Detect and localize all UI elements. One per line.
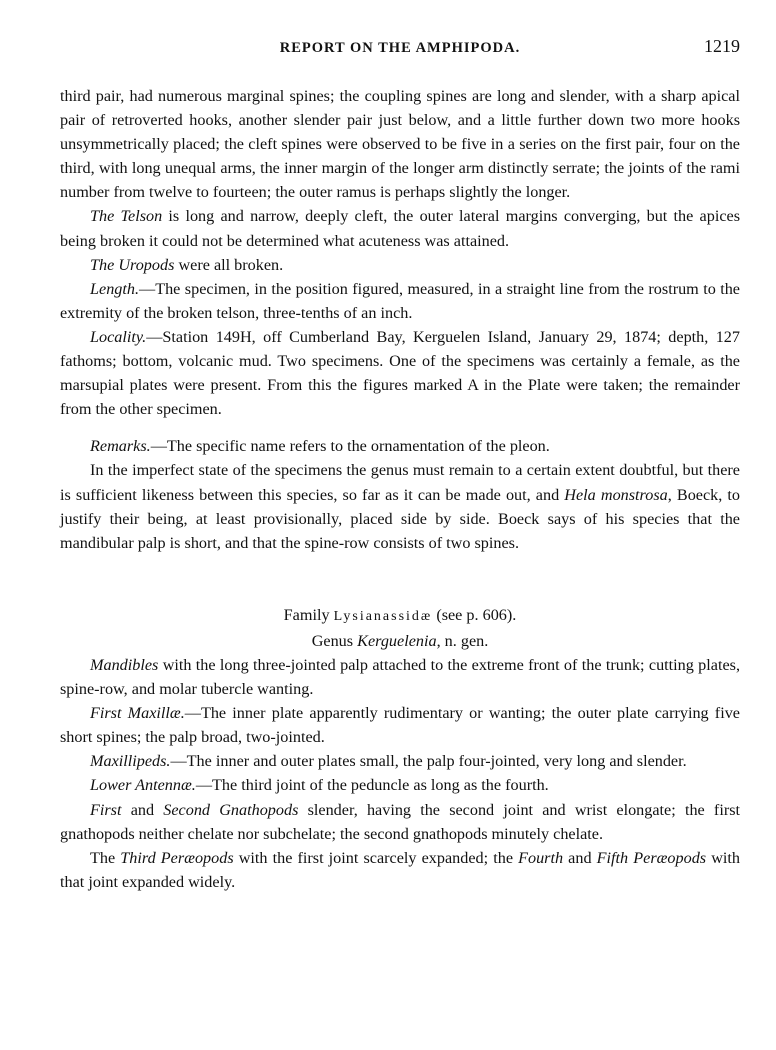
lower-antennae-label: Lower Antennæ. [90, 776, 196, 795]
paragraph-maxillipeds [60, 749, 740, 773]
spacer [60, 421, 740, 434]
spacer [60, 555, 740, 603]
and-word: and [563, 848, 597, 867]
paragraph-gnathopods [60, 798, 740, 846]
paragraph-length [60, 277, 740, 325]
length-text: —The specimen, in the position figured, measured, in a straight line from the rostrum to the extremity of the broken telson, three-tenths of an inch. [60, 279, 740, 322]
telson-label: The Telson [90, 207, 163, 226]
paragraph-telson [60, 204, 740, 252]
paragraph-lower-antennae [60, 773, 740, 797]
fifth-pereopods-text: with that joint expanded widely. [60, 848, 740, 891]
paragraph-pereopods [60, 846, 740, 894]
family-suffix: (see p. 606). [432, 605, 517, 624]
gnathopods-label: Second Gnathopods [163, 800, 299, 819]
fourth-label: Fourth [518, 848, 564, 867]
paragraph-first-maxillae [60, 701, 740, 749]
paragraph-mandibles [60, 653, 740, 701]
gnathopods-text: slender, having the second joint and wrist elongate; the first gnathopods neither chelate nor subchelate; the second gnathopods minutely chelate. [60, 800, 741, 843]
paragraph-coupling-spines: third pair, had numerous marginal spines; the coupling spines are long and slender, with a sharp apical pair of retroverted hooks, another slender pair just below, and a little further down two more hooks unsymmetrically placed; the cleft spines were observed to be five in a series on the first pair, four on the third, with long unequal arms, the inner margin of the longer arm distinctly serrate; the joints of the rami number from twelve to fourteen; the outer ramus is perhaps slightly the longer. [60, 87, 740, 202]
gnathopods-and: and [121, 800, 164, 819]
fifth-pereopods-label: Fifth Peræopods [596, 848, 707, 867]
length-label: Length. [90, 279, 140, 298]
imperfect-text-1: In the imperfect state of the specimens the genus must remain to a certain extent doubtful, but there is sufficient likeness between this species, so far as it can be made out, and [60, 461, 740, 504]
remarks-label: Remarks. [90, 437, 151, 456]
first-maxillae-label: First Maxillæ. [90, 704, 185, 723]
family-name: Lysianassidæ [333, 608, 433, 624]
maxillipeds-text: —The inner and outer plates small, the palp four-jointed, very long and slender. [170, 752, 687, 771]
paragraph-uropods [60, 253, 740, 277]
mandibles-text: with the long three-jointed palp attached to the extreme front of the trunk; cutting plates, spine-row, and molar tubercle wanting. [60, 655, 740, 699]
genus-heading [60, 629, 740, 653]
page-header [60, 36, 740, 60]
remarks-text: —The specific name refers to the ornamentation of the pleon. [150, 437, 550, 456]
genus-suffix: , n. gen. [436, 631, 489, 650]
body-text [60, 84, 740, 894]
first-maxillae-text: —The inner plate apparently rudimentary or wanting; the outer plate carrying five short spines; the palp broad, two-jointed. [60, 704, 740, 747]
paragraph-imperfect-state [60, 458, 740, 554]
family-heading [60, 603, 740, 629]
genus-name: Kerguelenia [357, 631, 437, 650]
hela-monstrosa: Hela monstrosa [564, 485, 668, 504]
maxillipeds-label: Maxillipeds. [90, 752, 171, 771]
gnathopods-first: First [90, 800, 122, 819]
page-number: 1219 [704, 36, 740, 56]
telson-text: is long and narrow, deeply cleft, the outer lateral margins converging, but the apices being broken it could not be determined what acuteness was attained. [60, 207, 740, 250]
family-prefix: Family [283, 605, 334, 624]
genus-prefix: Genus [311, 631, 358, 650]
locality-text: —Station 149H, off Cumberland Bay, Kerguelen Island, January 29, 1874; depth, 127 fathoms; bottom, volcanic mud. Two specimens. One of the specimens was certainly a female, as the marsupial plates were present. From this the figures marked A in the Plate were taken; the remainder from the other specimen. [60, 327, 740, 419]
paragraph-locality [60, 325, 740, 421]
lower-antennae-text: —The third joint of the peduncle as long as the fourth. [195, 776, 549, 795]
third-pereopods-label: Third Peræopods [120, 848, 234, 867]
uropods-label: The Uropods [90, 255, 175, 274]
running-title: REPORT ON THE AMPHIPODA. [279, 40, 521, 56]
imperfect-text-2: , Boeck, to justify their being, at least provisionally, placed side by side. Boeck says of his species that the mandibular palp is short, and that the spine-row consists of two spines. [60, 485, 740, 552]
locality-label: Locality. [90, 327, 147, 346]
mandibles-label: Mandibles [90, 655, 159, 674]
paragraph-remarks [60, 434, 740, 458]
pereopods-the: The [90, 848, 121, 867]
uropods-text: were all broken. [174, 255, 284, 274]
third-pereopods-text: with the first joint scarcely expanded; the [233, 848, 519, 867]
